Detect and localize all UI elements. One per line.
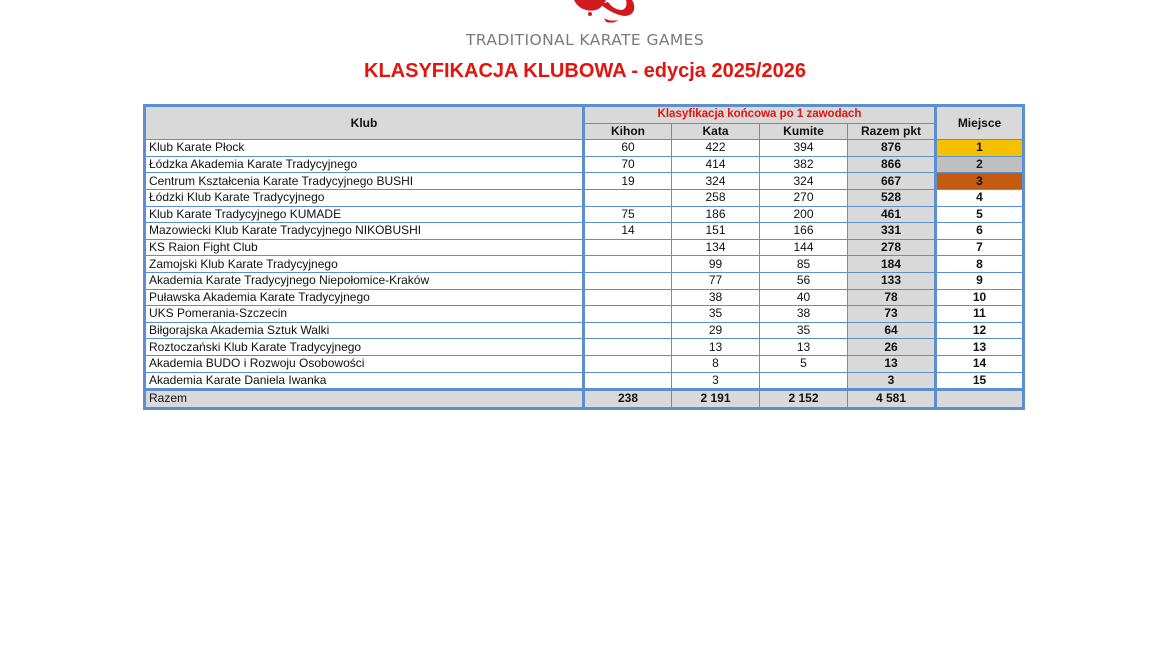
kumite-cell: 13	[760, 339, 848, 356]
table-row	[145, 223, 1024, 240]
kihon-cell	[584, 272, 672, 289]
kihon-cell	[584, 322, 672, 339]
kumite-cell: 40	[760, 289, 848, 306]
logo-brush-icon	[560, 0, 650, 30]
col-header-kata: Kata	[672, 123, 760, 140]
kata-cell: 38	[672, 289, 760, 306]
club-cell: Centrum Kształcenia Karate Tradycyjnego BUSHI	[145, 173, 584, 190]
table-row	[145, 173, 1024, 190]
table-row	[145, 156, 1024, 173]
club-cell: UKS Pomerania-Szczecin	[145, 306, 584, 323]
table-row	[145, 289, 1024, 306]
brand-subtitle: TRADITIONAL KARATE GAMES	[465, 31, 705, 49]
totals-label: Razem	[145, 390, 584, 409]
kumite-cell: 38	[760, 306, 848, 323]
total-cell: 184	[848, 256, 936, 273]
place-cell: 1	[936, 140, 1024, 157]
place-cell: 6	[936, 223, 1024, 240]
table-row	[145, 140, 1024, 157]
kihon-cell	[584, 239, 672, 256]
place-cell: 12	[936, 322, 1024, 339]
kihon-cell: 75	[584, 206, 672, 223]
kumite-cell: 56	[760, 272, 848, 289]
table-row	[145, 339, 1024, 356]
kumite-cell	[760, 372, 848, 390]
place-cell: 4	[936, 189, 1024, 206]
kihon-cell: 14	[584, 223, 672, 240]
place-cell: 9	[936, 272, 1024, 289]
club-cell: Akademia Karate Tradycyjnego Niepołomice-Kraków	[145, 272, 584, 289]
karate-logo	[560, 0, 650, 30]
kumite-cell: 270	[760, 189, 848, 206]
col-header-club: Klub	[145, 106, 584, 140]
kumite-cell: 144	[760, 239, 848, 256]
kata-cell: 414	[672, 156, 760, 173]
place-cell: 11	[936, 306, 1024, 323]
totals-place	[936, 390, 1024, 409]
kumite-cell: 382	[760, 156, 848, 173]
col-header-group: Klasyfikacja końcowa po 1 zawodach	[584, 106, 936, 124]
total-cell: 278	[848, 239, 936, 256]
col-header-kihon: Kihon	[584, 123, 672, 140]
kihon-cell	[584, 372, 672, 390]
place-cell: 13	[936, 339, 1024, 356]
total-cell: 876	[848, 140, 936, 157]
kihon-cell	[584, 289, 672, 306]
table-row	[145, 355, 1024, 372]
totals-row	[145, 390, 1024, 409]
kata-cell: 29	[672, 322, 760, 339]
kata-cell: 258	[672, 189, 760, 206]
totals-kata: 2 191	[672, 390, 760, 409]
total-cell: 667	[848, 173, 936, 190]
club-cell: Akademia Karate Daniela Iwanka	[145, 372, 584, 390]
kihon-cell	[584, 355, 672, 372]
place-cell: 15	[936, 372, 1024, 390]
total-cell: 26	[848, 339, 936, 356]
total-cell: 78	[848, 289, 936, 306]
kumite-cell: 166	[760, 223, 848, 240]
table-row	[145, 372, 1024, 390]
place-cell: 7	[936, 239, 1024, 256]
kihon-cell	[584, 306, 672, 323]
kumite-cell: 324	[760, 173, 848, 190]
kihon-cell	[584, 256, 672, 273]
total-cell: 3	[848, 372, 936, 390]
kumite-cell: 200	[760, 206, 848, 223]
place-cell: 10	[936, 289, 1024, 306]
table-row	[145, 306, 1024, 323]
col-header-total: Razem pkt	[848, 123, 936, 140]
place-cell: 2	[936, 156, 1024, 173]
total-cell: 133	[848, 272, 936, 289]
kumite-cell: 85	[760, 256, 848, 273]
place-cell: 14	[936, 355, 1024, 372]
kata-cell: 35	[672, 306, 760, 323]
table-row	[145, 322, 1024, 339]
place-cell: 8	[936, 256, 1024, 273]
club-cell: Klub Karate Tradycyjnego KUMADE	[145, 206, 584, 223]
col-header-kumite: Kumite	[760, 123, 848, 140]
table-row	[145, 189, 1024, 206]
total-cell: 73	[848, 306, 936, 323]
table-row	[145, 256, 1024, 273]
kata-cell: 3	[672, 372, 760, 390]
club-cell: Łódzka Akademia Karate Tradycyjnego	[145, 156, 584, 173]
kihon-cell	[584, 339, 672, 356]
kata-cell: 8	[672, 355, 760, 372]
total-cell: 528	[848, 189, 936, 206]
place-cell: 3	[936, 173, 1024, 190]
kata-cell: 324	[672, 173, 760, 190]
totals-kumite: 2 152	[760, 390, 848, 409]
table-row	[145, 272, 1024, 289]
kumite-cell: 35	[760, 322, 848, 339]
kihon-cell: 60	[584, 140, 672, 157]
place-cell: 5	[936, 206, 1024, 223]
total-cell: 866	[848, 156, 936, 173]
total-cell: 331	[848, 223, 936, 240]
kata-cell: 134	[672, 239, 760, 256]
header-row-1	[145, 106, 1024, 124]
kata-cell: 13	[672, 339, 760, 356]
kata-cell: 422	[672, 140, 760, 157]
kumite-cell: 5	[760, 355, 848, 372]
total-cell: 64	[848, 322, 936, 339]
club-cell: Roztoczański Klub Karate Tradycyjnego	[145, 339, 584, 356]
kata-cell: 99	[672, 256, 760, 273]
page-title: KLASYFIKACJA KLUBOWA - edycja 2025/2026	[364, 60, 806, 82]
total-cell: 13	[848, 355, 936, 372]
classification-table	[143, 104, 1025, 410]
kihon-cell: 70	[584, 156, 672, 173]
club-cell: Biłgorajska Akademia Sztuk Walki	[145, 322, 584, 339]
total-cell: 461	[848, 206, 936, 223]
club-cell: Łódzki Klub Karate Tradycyjnego	[145, 189, 584, 206]
totals-total: 4 581	[848, 390, 936, 409]
club-cell: Mazowiecki Klub Karate Tradycyjnego NIKOBUSHI	[145, 223, 584, 240]
club-cell: Puławska Akademia Karate Tradycyjnego	[145, 289, 584, 306]
kata-cell: 77	[672, 272, 760, 289]
col-header-place: Miejsce	[936, 106, 1024, 140]
table-row	[145, 206, 1024, 223]
kihon-cell	[584, 189, 672, 206]
club-cell: Klub Karate Płock	[145, 140, 584, 157]
club-cell: Zamojski Klub Karate Tradycyjnego	[145, 256, 584, 273]
kata-cell: 186	[672, 206, 760, 223]
kihon-cell: 19	[584, 173, 672, 190]
club-cell: Akademia BUDO i Rozwoju Osobowości	[145, 355, 584, 372]
table-row	[145, 239, 1024, 256]
kumite-cell: 394	[760, 140, 848, 157]
club-cell: KS Raion Fight Club	[145, 239, 584, 256]
kata-cell: 151	[672, 223, 760, 240]
totals-kihon: 238	[584, 390, 672, 409]
